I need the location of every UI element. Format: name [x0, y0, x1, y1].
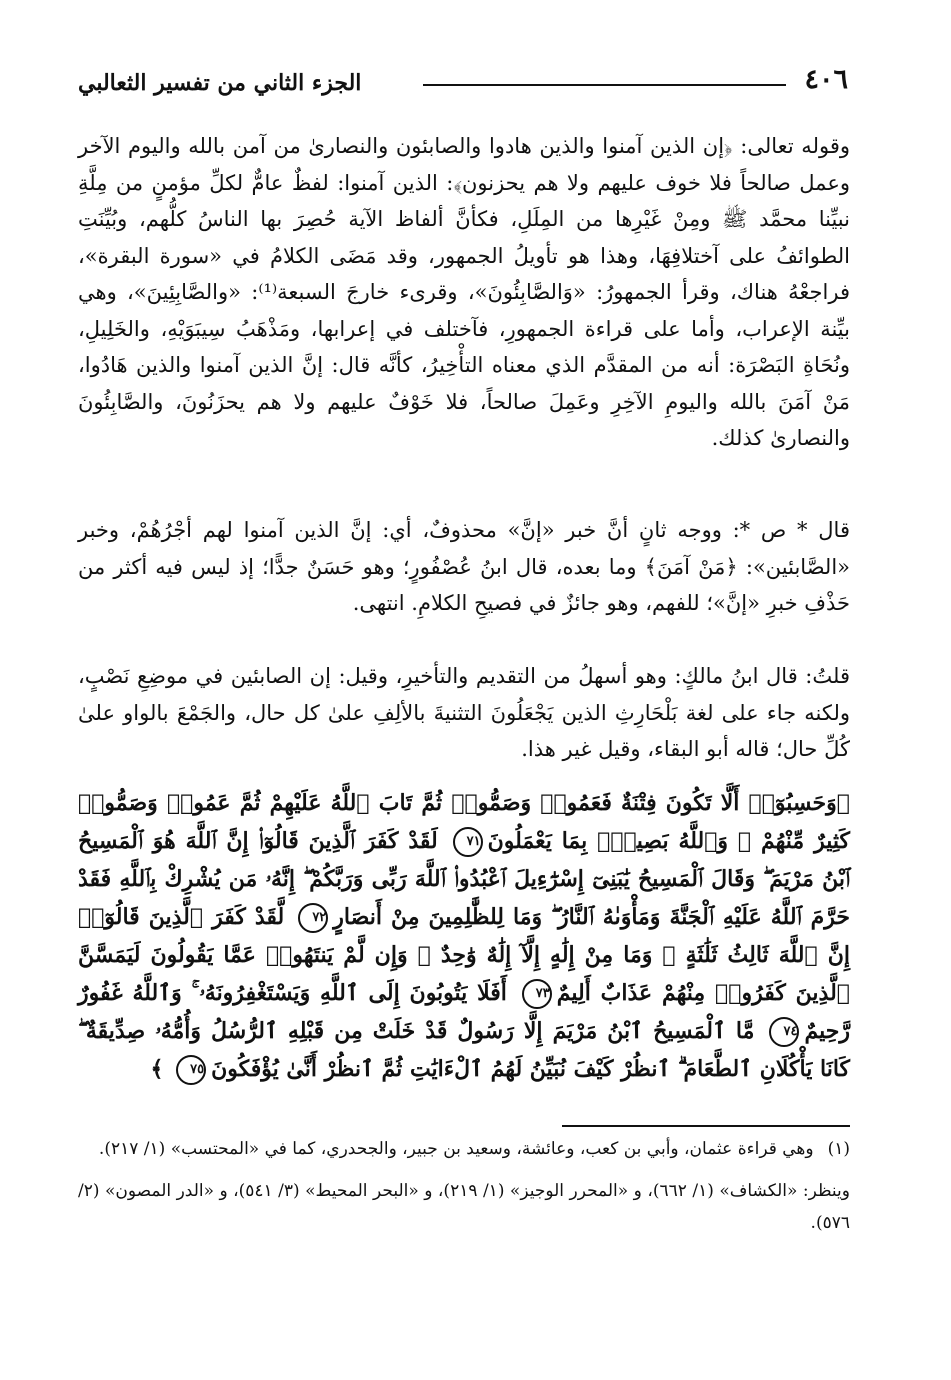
verse-text: لَّقَدْ كَفَرَ ٱلَّذِينَ قَالُوٓا۟ إِنَّ ٱللَّهَ ثَالِثُ ثَلَٰثَةٍ ۘ وَمَا مِنْ إِلَٰهٍ إِلَّآ إِلَٰهٌ وَٰحِدٌ ۚ وَإِن لَّمْ يَنتَهُوا۟ عَمَّا يَقُولُونَ لَيَمَسَّنَّ ٱلَّذِينَ كَفَرُوا۟ مِنْهُمْ عَذَابٌ أَلِيمٌ [78, 904, 850, 1006]
footnote-number: (١) [827, 1139, 850, 1159]
verse-text: أَفَلَا يَتُوبُونَ إِلَى ٱللَّهِ وَيَسْتَغْفِرُونَهُۥ ۚ وَٱللَّهُ غَفُورٌ رَّحِيمٌ [78, 980, 850, 1044]
footnote-item [78, 1133, 850, 1165]
verse-number-marker: ٧٣ [522, 979, 552, 1009]
commentary-paragraph: وقوله تعالى: ﴿إن الذين آمنوا والذين هادوا والصابئون والنصارىٰ من آمن بالله واليوم الآخر وعمل صالحاً فلا خوف عليهم ولا هم يحزنون﴾: الذين آمنوا: لفظٌ عامٌّ لكلِّ مؤمنٍ من مِلَّةِ نبيِّنا محمَّد ﷺ ومِنْ غَيْرِها من المِلَلِ، فكأنَّ ألفاظ الآية حُصِرَ بها الناسُ كلُّهم، وبُيِّنَتِ الطوائفُ على آختلافِهَا، وهذا هو تأويلُ الجمهور، وقد مَضَى الكلامُ في «سورة البقرة»، فراجعْهُ هناك، وقرأ الجمهورُ: «وَالصَّابِئُونَ»، وقرىء خارجَ السبعة⁽¹⁾: «والصَّابِئِينَ»، وهي بيِّنة الإعراب، وأما على قراءة الجمهورِ، فآختلف في إعرابها، ومَذْهَبُ سِيبَوَيْهِ، والخَلِيلِ، ونُحَاةِ البَصْرَة: أنه من المقدَّم الذي معناه التأْخِيرُ، كأنَّه قال: إنَّ الذين آمنوا والذين هَادُوا، مَنْ آمَنَ بالله واليومِ الآخِرِ وعَمِلَ صالحاً، فلا خَوْفٌ عليهم ولا هم يحزَنُونَ، والصَّابِئُونَ والنصارىٰ كذلك. [78, 134, 850, 450]
verse-text: ﴿وَحَسِبُوٓا۟ أَلَّا تَكُونَ فِتْنَةٌ فَعَمُوا۟ وَصَمُّوا۟ ثُمَّ تَابَ ٱللَّهُ عَلَيْهِمْ ثُمَّ عَمُوا۟ وَصَمُّوا۟ كَثِيرٌ مِّنْهُمْ ۚ وَٱللَّهُ بَصِيرٌۢ بِمَا يَعْمَلُونَ [78, 790, 850, 854]
footnote-item [78, 1175, 850, 1239]
footnote-text: وهي قراءة عثمان، وأبي بن كعب، وعائشة، وسعيد بن جبير، والجحدري، كما في «المحتسب» (١/ ٢١٧). [98, 1139, 814, 1159]
running-title: الجزء الثاني من تفسير الثعالبي [78, 70, 362, 96]
verse-text: لَقَدْ كَفَرَ ٱلَّذِينَ قَالُوٓا۟ إِنَّ ٱللَّهَ هُوَ ٱلْمَسِيحُ ٱبْنُ مَرْيَمَ ۖ وَقَالَ ٱلْمَسِيحُ يَٰبَنِىٓ إِسْرَٰٓءِيلَ ٱعْبُدُوا۟ ٱللَّهَ رَبِّى وَرَبَّكُمْ ۖ إِنَّهُۥ مَن يُشْرِكْ بِٱللَّهِ فَقَدْ حَرَّمَ ٱللَّهُ عَلَيْهِ ٱلْجَنَّةَ وَمَأْوَىٰهُ ٱلنَّارُ ۖ وَمَا لِلظَّٰلِمِينَ مِنْ أَنصَارٍ [78, 828, 850, 930]
verse-text: مَّا ٱلْمَسِيحُ ٱبْنُ مَرْيَمَ إِلَّا رَسُولٌ قَدْ خَلَتْ مِن قَبْلِهِ ٱلرُّسُلُ وَأُمُّهُۥ صِدِّيقَةٌ ۖ كَانَا يَأْكُلَانِ ٱلطَّعَامَ ۗ ٱنظُرْ كَيْفَ نُبَيِّنُ لَهُمُ ٱلْءَايَٰتِ ثُمَّ ٱنظُرْ أَنَّىٰ يُؤْفَكُونَ [78, 1018, 850, 1082]
verse-number-marker: ٧٢ [298, 903, 328, 933]
footnotes [78, 1133, 850, 1239]
commentary-paragraph: قلتُ: قال ابنُ مالكٍ: وهو أسهلُ من التقديم والتأخيرِ، وقيل: إن الصابئين في موضِعِ نَصْبٍ، ولكنه جاء على لغة بَلْحَارِثِ الذين يَجْعَلُونَ التثنيةَ بالألِفِ علىٰ كل حال، والجَمْعَ بالواو علىٰ كُلِّ حال؛ قاله أبو البقاء، وقيل غير هذا. [78, 664, 850, 761]
page-header [78, 62, 848, 106]
verse-number-marker: ٧٥ [176, 1055, 206, 1085]
commentary-paragraph: قال * ص *: ووجه ثانٍ أنَّ خبر «إنَّ» محذوفٌ، أي: إنَّ الذين آمنوا لهم أجْرُهُمْ، وخبر «الصَّابئين»: ﴿مَنْ آمَنَ﴾ وما بعده، قال ابنُ عُصْفُورٍ؛ وهو حَسَنٌ جدًّا؛ إذ ليس فيه أكثر من حَذْفِ خبرِ «إنَّ»؛ للفهم، وهو جائزٌ في فصيحِ الكلامِ. انتهى. [78, 518, 850, 615]
footnote-text: وينظر: «الكشاف» (١/ ٦٦٢)، و «المحرر الوجيز» (١/ ٢١٩)، و «البحر المحيط» (٣/ ٥٤١)، و «الدر المصون» (٢/ ٥٧٦). [78, 1181, 850, 1233]
footnote-spacer [78, 1165, 850, 1175]
header-rule [423, 84, 786, 86]
closing-bracket: ﴾ [150, 1056, 164, 1082]
page-number: ٤٠٦ [804, 64, 848, 95]
verse-number-marker: ٧١ [453, 827, 483, 857]
quran-verses [78, 784, 850, 1088]
verse-number-marker: ٧٤ [769, 1017, 799, 1047]
footnote-rule [562, 1125, 850, 1127]
